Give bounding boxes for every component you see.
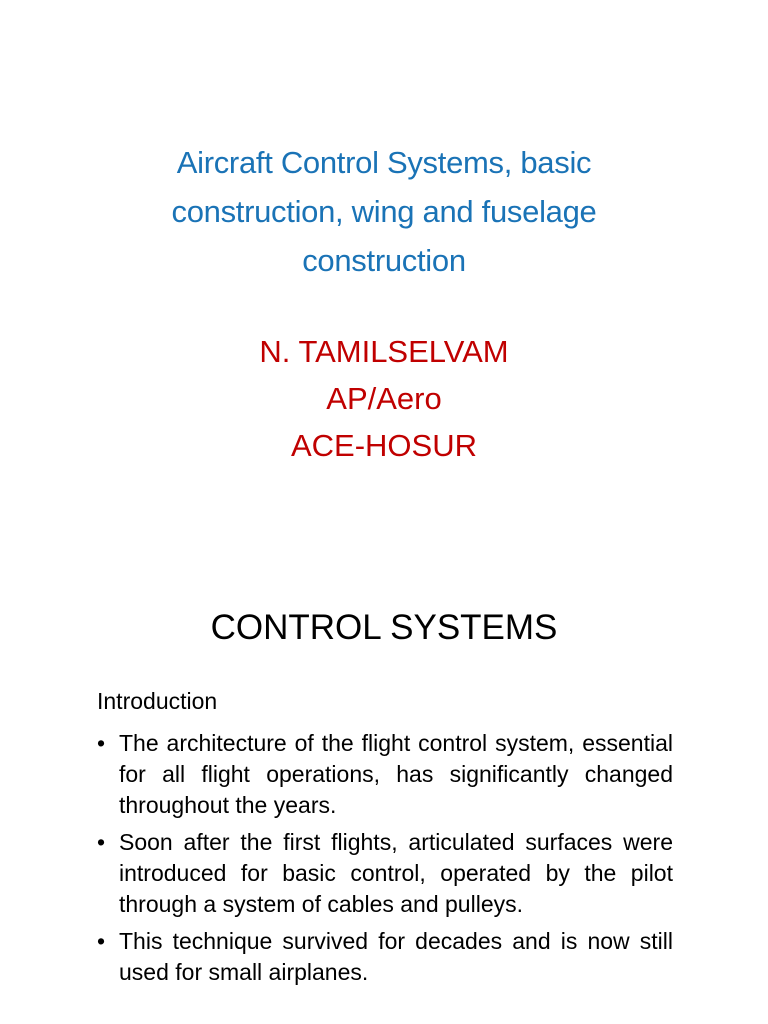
bullet-text: Soon after the first flights, articulated surfaces were introduced for basic control, operated by the pilot through a system of cables and pulleys. (119, 829, 673, 917)
author-institution: ACE-HOSUR (290, 428, 477, 463)
author-designation: AP/Aero (326, 381, 442, 416)
bullet-text: This technique survived for decades and is now still used for small airplanes. (119, 928, 673, 985)
bullet-item (97, 827, 673, 920)
bullet-icon: • (97, 829, 106, 855)
bullet-item (97, 728, 673, 821)
slide-title (40, 138, 728, 285)
bullet-text: The architecture of the flight control system, essential for all flight operations, has significantly changed throughout the years. (119, 730, 673, 818)
slide-title-line: construction (302, 243, 466, 278)
intro-label: Introduction (97, 688, 218, 714)
slide-title-line: construction, wing and fuselage (171, 194, 597, 229)
bullet-item (97, 926, 673, 988)
bullet-list (97, 728, 673, 994)
author-block (40, 328, 728, 469)
author-name: N. TAMILSELVAM (259, 334, 509, 369)
slide-title-line: Aircraft Control Systems, basic (176, 145, 592, 180)
bullet-icon: • (97, 928, 106, 954)
section-heading: CONTROL SYSTEMS (210, 608, 558, 647)
bullet-icon: • (97, 730, 106, 756)
content-slide (0, 512, 768, 1024)
